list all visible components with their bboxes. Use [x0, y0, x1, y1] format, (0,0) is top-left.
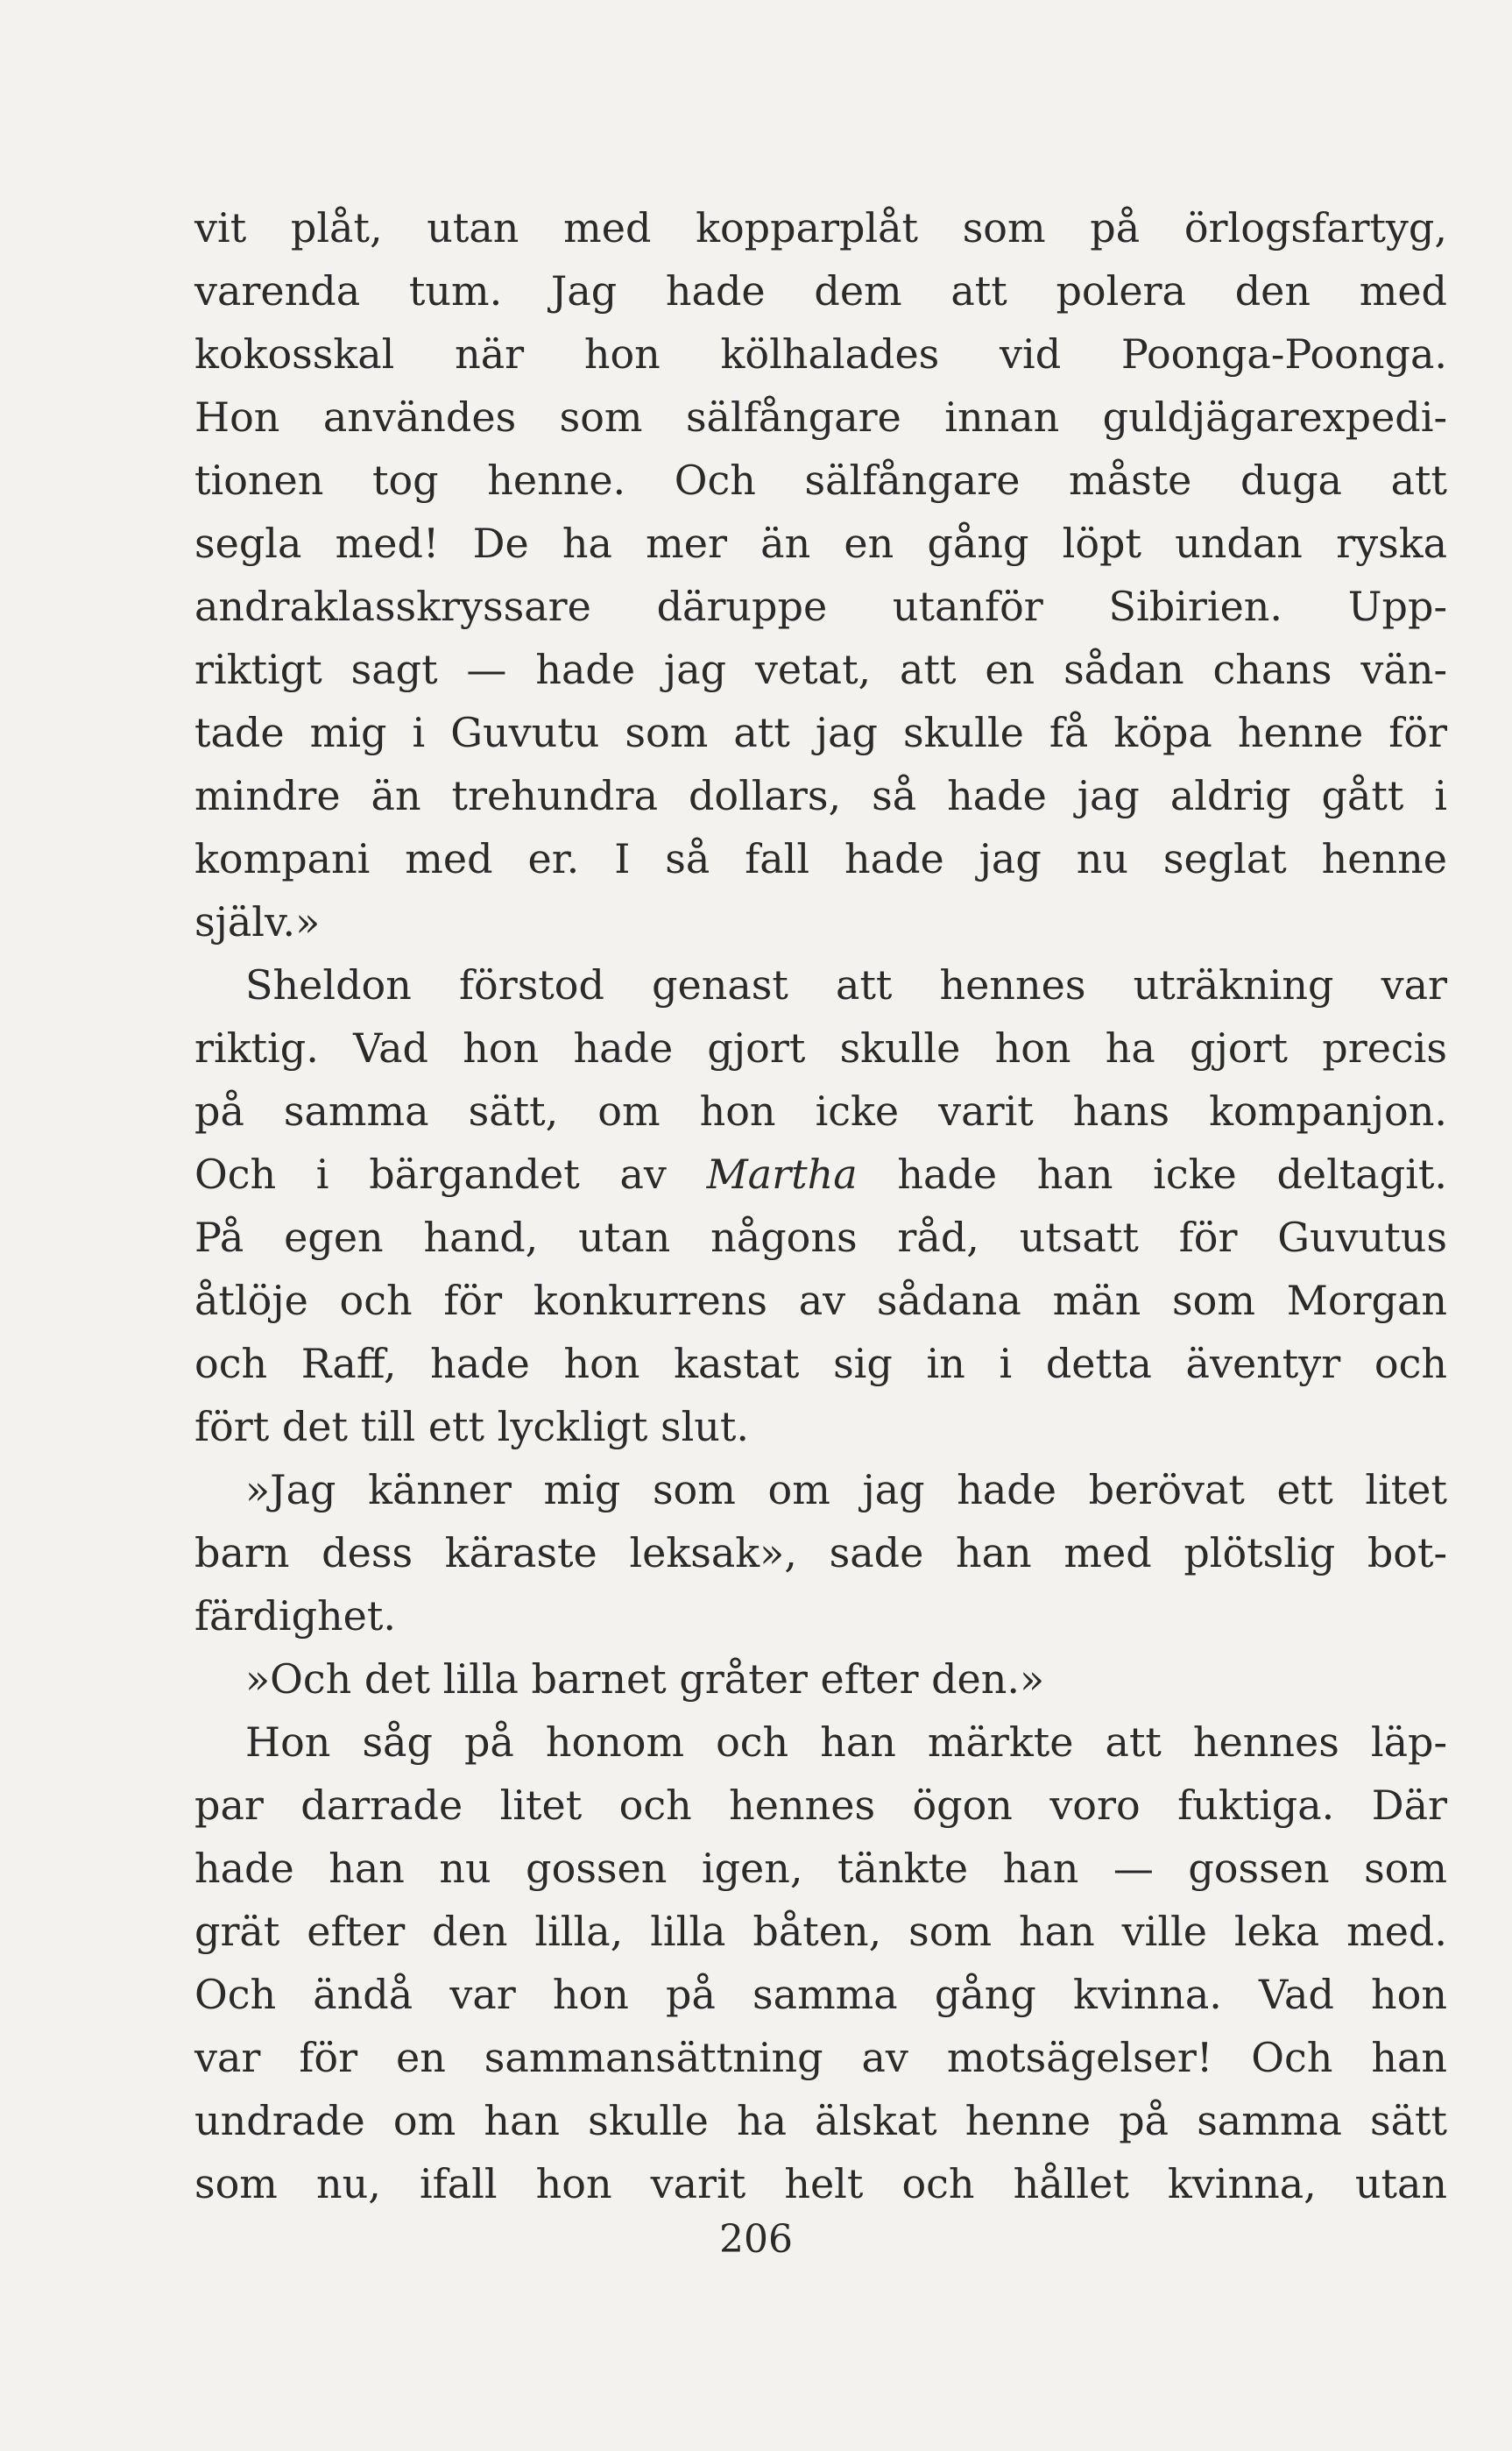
text-line-14: riktig. Vad hon hade gjort skulle hon ha gjort precis [194, 1024, 1447, 1072]
text-line-3: kokosskal när hon kölhalades vid Poonga-Poonga. [194, 330, 1447, 378]
text-line-11: kompani med er. I så fall hade jag nu seglat henne [194, 835, 1447, 882]
ship-name-italic: Martha [706, 1151, 858, 1198]
text-line-4: Hon användes som sälfångare innan guldjägarexpedi- [194, 393, 1447, 441]
text-line-16 [194, 1143, 1447, 1206]
text-line-29: Och ändå var hon på samma gång kvinna. Vad hon [194, 1971, 1447, 2018]
text-line-19: och Raff, hade hon kastat sig in i detta äventyr och [194, 1340, 1447, 1387]
text-line-27: hade han nu gossen igen, tänkte han — gossen som [194, 1845, 1447, 1892]
text-line-7: andraklasskryssare däruppe utanför Sibirien. Upp- [194, 583, 1447, 630]
text-line-28: grät efter den lilla, lilla båten, som han ville leka med. [194, 1908, 1447, 1955]
text-line-16-before: Och i bärgandet av [194, 1151, 707, 1198]
text-line-31: undrade om han skulle ha älskat henne på samma sätt [194, 2097, 1447, 2144]
text-line-5: tionen tog henne. Och sälfångare måste duga att [194, 457, 1447, 504]
text-line-30: var för en sammansättning av motsägelser! Och han [194, 2034, 1447, 2081]
text-line-25: Hon såg på honom och han märkte att hennes läp- [245, 1718, 1447, 1766]
text-line-15: på samma sätt, om hon icke varit hans kompanjon. [194, 1087, 1447, 1135]
text-line-16-after: hade han icke deltagit. [857, 1151, 1447, 1198]
text-line-22: barn dess käraste leksak», sade han med plötslig bot- [194, 1529, 1447, 1576]
text-line-8: riktigt sagt — hade jag vetat, att en sådan chans vän- [194, 646, 1447, 693]
text-line-2: varenda tum. Jag hade dem att polera den med [194, 267, 1447, 315]
text-line-9: tade mig i Guvutu som att jag skulle få köpa henne för [194, 709, 1447, 756]
text-line-23: färdighet. [194, 1592, 396, 1640]
text-line-26: par darrade litet och hennes ögon voro fuktiga. Där [194, 1782, 1447, 1829]
text-line-18: åtlöje och för konkurrens av sådana män som Morgan [194, 1277, 1447, 1324]
page-number: 206 [719, 2217, 793, 2262]
text-line-17: På egen hand, utan någons råd, utsatt för Guvutus [194, 1214, 1447, 1261]
text-line-6: segla med! De ha mer än en gång löpt undan ryska [194, 520, 1447, 567]
text-line-32: som nu, ifall hon varit helt och hållet kvinna, utan [194, 2160, 1447, 2207]
text-line-13: Sheldon förstod genast att hennes uträkning var [245, 961, 1447, 1009]
text-line-21: »Jag känner mig som om jag hade berövat ett litet [245, 1466, 1447, 1513]
body-text [194, 196, 1447, 2215]
text-line-10: mindre än trehundra dollars, så hade jag aldrig gått i [194, 772, 1447, 819]
text-line-24: »Och det lilla barnet gråter efter den.» [245, 1655, 1045, 1703]
text-line-12: själv.» [194, 898, 321, 946]
text-line-1: vit plåt, utan med kopparplåt som på örlogsfartyg, [194, 204, 1447, 251]
text-line-20: fört det till ett lyckligt slut. [194, 1403, 750, 1450]
